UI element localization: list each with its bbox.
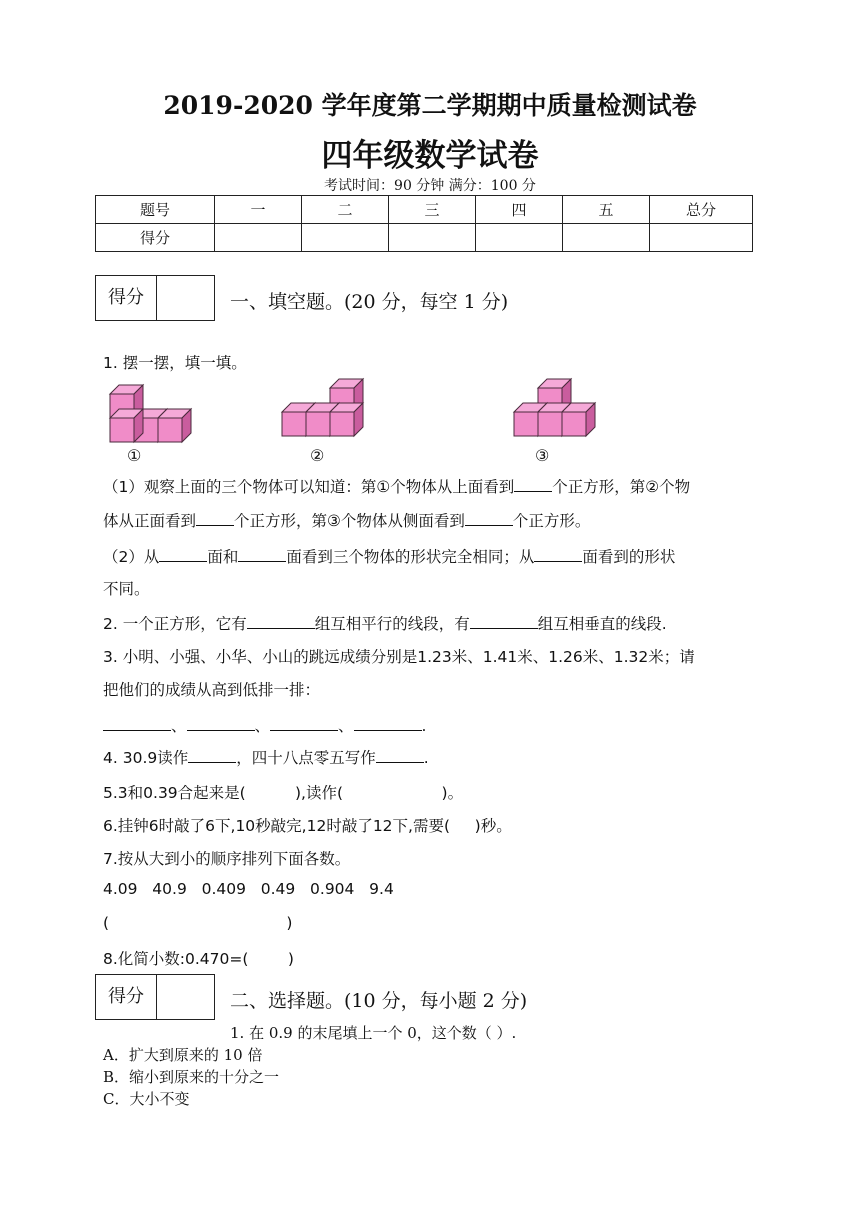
score-header-cell: 题号	[96, 196, 215, 224]
score-cell[interactable]	[215, 224, 302, 252]
s2-q1-option-b[interactable]: B．缩小到原来的十分之一	[103, 1068, 280, 1086]
score-table-header-row	[96, 196, 753, 224]
exam-title: 2019-2020 学年度第二学期期中质量检测试卷	[163, 91, 697, 120]
q3-line1: 3. 小明、小强、小华、小山的跳远成绩分别是1.23米、1.41米、1.26米、1.32米；请	[103, 648, 695, 666]
answer-blank[interactable]	[376, 747, 424, 764]
score-row-label: 得分	[96, 224, 215, 252]
figure-label-2: ②	[310, 446, 325, 465]
exam-info: 考试时间：90 分钟 满分：100 分	[324, 178, 536, 194]
q1-part1-text-a: （1）观察上面的三个物体可以知道：第①个物体从上面看到	[103, 478, 515, 496]
q2	[103, 612, 667, 634]
answer-blank[interactable]	[196, 510, 234, 527]
q1-part2-line1	[103, 545, 675, 567]
q1-part1-text-b: 个正方形，第②个物	[552, 478, 691, 496]
cube-figures	[100, 372, 620, 450]
q1-part2-text-a: （2）从	[103, 548, 160, 566]
separator: 、	[338, 717, 354, 735]
q1-part1-line2	[103, 509, 590, 531]
end-mark: .	[421, 717, 427, 735]
q4-text-a: 4. 30.9读作	[103, 749, 189, 767]
q1-part1-text-c: 体从正面看到	[103, 512, 197, 530]
separator: 、	[254, 717, 271, 735]
q3-line2: 把他们的成绩从高到低排一排：	[103, 681, 321, 699]
answer-blank[interactable]	[188, 747, 236, 764]
q7: 7.按从大到小的顺序排列下面各数。	[103, 850, 351, 868]
q1-part1-text-d: 个正方形，第③个物体从侧面看到	[234, 512, 465, 530]
q7-numbers: 4.09 40.9 0.409 0.49 0.904 9.4	[103, 880, 394, 898]
q5: 5.3和0.39合起来是( ),读作( )。	[103, 784, 464, 802]
score-cell[interactable]	[650, 224, 753, 252]
q1-part2-text-d: 面看到的形状	[582, 548, 676, 566]
score-cell[interactable]	[476, 224, 563, 252]
s2-q1-option-c[interactable]: C．大小不变	[103, 1090, 190, 1108]
answer-blank[interactable]	[187, 715, 255, 732]
figure-label-3: ③	[535, 446, 550, 465]
q4	[103, 746, 429, 768]
q4-text-c: .	[423, 749, 429, 767]
score-header-cell: 三	[389, 196, 476, 224]
answer-blank[interactable]	[470, 613, 538, 630]
cube-figure-3	[514, 379, 595, 436]
cube-figure-2	[282, 379, 363, 436]
q1-part1-text-e: 个正方形。	[512, 512, 591, 530]
score-cell[interactable]	[302, 224, 389, 252]
answer-blank[interactable]	[465, 510, 513, 527]
answer-blank[interactable]	[514, 476, 552, 493]
section2-heading: 二、选择题。(10 分，每小题 2 分)	[230, 990, 528, 1012]
q1-part2-text-c: 面看到三个物体的形状完全相同；从	[286, 548, 535, 566]
score-table	[95, 195, 753, 252]
score-header-cell: 一	[215, 196, 302, 224]
score-header-cell: 四	[476, 196, 563, 224]
q2-text-b: 组互相平行的线段，有	[314, 615, 470, 633]
answer-blank[interactable]	[270, 715, 338, 732]
section1-score-box	[95, 275, 215, 321]
s2-q1-option-a[interactable]: A．扩大到原来的 10 倍	[103, 1046, 263, 1064]
s2-q1: 1. 在 0.9 的末尾填上一个 0，这个数（ ）.	[230, 1024, 517, 1042]
q7-answer-blank[interactable]: ( )	[103, 914, 293, 932]
score-box-label: 得分	[96, 975, 157, 1019]
q1-stem: 1. 摆一摆，填一填。	[103, 354, 247, 372]
score-cell[interactable]	[389, 224, 476, 252]
q8: 8.化简小数:0.470=( )	[103, 950, 294, 968]
q6: 6.挂钟6时敲了6下,10秒敲完,12时敲了12下,需要( )秒。	[103, 817, 512, 835]
answer-blank[interactable]	[534, 546, 582, 563]
score-box-label: 得分	[96, 276, 157, 320]
figure-label-1: ①	[127, 446, 142, 465]
answer-blank[interactable]	[159, 546, 207, 563]
cube-figure-1	[110, 385, 191, 442]
answer-blank[interactable]	[247, 613, 315, 630]
q1-part1-line1	[103, 475, 690, 497]
q2-text-a: 2. 一个正方形，它有	[103, 615, 247, 633]
q3-answer-line	[103, 714, 426, 736]
q1-part2-line2: 不同。	[103, 580, 150, 598]
q2-text-c: 组互相垂直的线段.	[537, 615, 667, 633]
score-cell[interactable]	[563, 224, 650, 252]
answer-blank[interactable]	[238, 546, 286, 563]
q4-text-b: ，四十八点零五写作	[236, 749, 376, 767]
score-header-cell: 总分	[650, 196, 753, 224]
score-table-score-row	[96, 224, 753, 252]
q1-part2-text-b: 面和	[207, 548, 239, 566]
exam-subtitle: 四年级数学试卷	[321, 138, 539, 174]
score-header-cell: 五	[563, 196, 650, 224]
answer-blank[interactable]	[354, 715, 422, 732]
score-header-cell: 二	[302, 196, 389, 224]
answer-blank[interactable]	[103, 715, 171, 732]
section1-heading: 一、填空题。(20 分，每空 1 分)	[230, 291, 509, 313]
separator: 、	[171, 717, 187, 735]
section2-score-box	[95, 974, 215, 1020]
